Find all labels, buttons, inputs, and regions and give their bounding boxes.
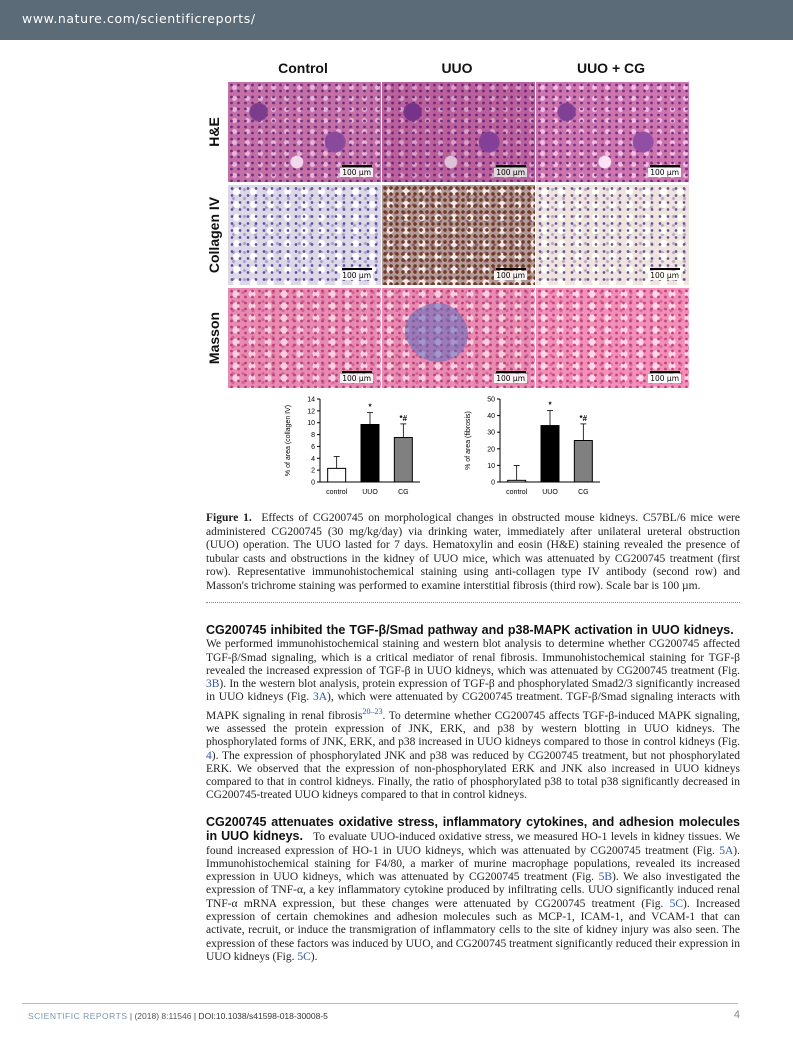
y-tick-label: 40 — [487, 413, 495, 421]
figure-caption — [206, 512, 740, 594]
micrograph-he-uuo-cg — [536, 82, 689, 182]
bar — [361, 424, 379, 482]
bar — [508, 480, 526, 482]
figure-link[interactable]: 5B — [598, 871, 613, 884]
citation: | (2018) 8:11546 — [127, 1011, 194, 1021]
x-tick-label: CG — [578, 489, 589, 496]
row-header-masson: Masson — [206, 311, 222, 365]
paragraph-text: . To determine whether CG200745 affects TGF-β-induced MAPK signaling, we assessed the protein expression of JNK, ERK, and p38 by western blotting in UUO kidneys. The phosphorylated forms of JNK, ERK, and p38 increased in UUO kidneys compared to those in control kidneys (Fig. — [206, 709, 740, 749]
y-tick-label: 14 — [307, 396, 315, 404]
figure-1 — [200, 52, 745, 512]
row-header-collagen: Collagen IV — [206, 196, 222, 274]
x-tick-label: control — [326, 489, 348, 496]
caption-label: Figure 1. — [206, 512, 252, 524]
page-number: 4 — [733, 1009, 740, 1021]
paragraph-text: ). Immunohistochemical staining for F4/80, a marker of murine macrophage populations, revealed its increased expression in UUO kidneys, which was attenuated by CG200745 treatment (Fig. — [206, 844, 740, 884]
divider — [206, 602, 740, 603]
significance-label: *# — [399, 413, 408, 423]
y-tick-label: 10 — [487, 462, 495, 470]
scale-bar: 100 µm — [648, 268, 681, 280]
significance-label: *# — [579, 413, 588, 423]
figure-link[interactable]: 5C — [669, 897, 683, 910]
scale-bar: 100 µm — [494, 165, 527, 177]
y-tick-label: 2 — [311, 467, 315, 475]
paragraph-text: ). The expression of phosphorylated JNK and p38 was reduced by CG200745 treatment, but not phosphorylated ERK. We observed that the expression of non-phosphorylated ERK and JNK also increased in UUO kidneys compared to that in control kidneys. Finally, the ratio of phosphorylated p38 to total p38 significantly decreased in CG200745-treated UUO kidneys compared to that in control kidneys. — [206, 749, 740, 802]
scale-bar: 100 µm — [494, 268, 527, 280]
scale-bar: 100 µm — [340, 165, 373, 177]
section-heading: CG200745 inhibited the TGF-β/Smad pathway and p38-MAPK activation in UUO kidneys. — [206, 623, 734, 637]
y-tick-label: 0 — [311, 479, 315, 487]
x-tick-label: UUO — [362, 489, 378, 496]
section-tgf-beta — [206, 624, 740, 803]
column-header-uuo-cg: UUO + CG — [576, 60, 646, 76]
column-header-uuo: UUO — [441, 60, 473, 76]
y-tick-label: 6 — [311, 443, 315, 451]
y-axis-label: % of area (fibrosis) — [465, 411, 472, 470]
paragraph-text: ), which were attenuated by CG200745 treatment. TGF-β/Smad signaling interacts with MAPK signaling in renal fibrosis — [206, 691, 741, 722]
paragraph-text: We performed immunohistochemical staining and western blot analysis to determine whether CG200745 affected TGF-β/Smad signaling, which is a critical mediator of renal fibrosis. Immunohistochemical staining for TGF-β revealed the increased expression of TGF-β in UUO kidneys, which was attenuated by CG200745 treatment (Fig. — [206, 638, 740, 677]
micrograph-collagen-uuo — [382, 185, 535, 285]
section-heading: CG200745 attenuates oxidative stress, inflammatory cytokines, and adhesion molecules in UUO kidneys. — [206, 815, 740, 844]
micrograph-he-uuo — [382, 82, 535, 182]
micrograph-masson-uuo — [382, 288, 535, 388]
significance-label: * — [548, 400, 552, 410]
bar-chart-collagen — [280, 392, 425, 507]
micrograph-masson-uuo-cg — [536, 288, 689, 388]
journal-name: SCIENTIFIC REPORTS — [28, 1011, 128, 1021]
bar-chart-fibrosis — [460, 392, 605, 507]
paragraph-text: ). — [310, 950, 318, 963]
bar — [574, 441, 592, 483]
y-tick-label: 4 — [311, 455, 315, 463]
micrograph-he-control — [228, 82, 381, 182]
figure-link[interactable]: 3B — [206, 678, 220, 691]
y-tick-label: 30 — [487, 429, 495, 437]
y-tick-label: 50 — [487, 396, 495, 404]
scale-bar: 100 µm — [648, 371, 681, 383]
column-header-control: Control — [278, 60, 328, 76]
x-tick-label: UUO — [542, 489, 558, 496]
bar — [394, 438, 412, 482]
figure-link[interactable]: 4 — [206, 749, 212, 762]
journal-header-bar — [0, 0, 793, 40]
row-header-he: H&E — [206, 117, 222, 147]
y-tick-label: 8 — [311, 432, 315, 440]
scale-bar: 100 µm — [340, 371, 373, 383]
micrograph-masson-control — [228, 288, 381, 388]
footer — [28, 1011, 328, 1021]
caption-text: Effects of CG200745 on morphological changes in obstructed mouse kidneys. C57BL/6 mice were administered CG200745 (30 mg/kg/day) via drinking water, immediately after unilateral ureteral obstruction (UUO) operation. The UUO lasted for 7 days. Hematoxylin and eosin (H&E) staining revealed the presence of tubular casts and obstructions in the kidney of UUO mice, which was attenuated by CG200745 treatment (first row). Representative immunohistochemical staining using anti-collagen type IV antibody (second row) and Masson's trichrome staining was performed to examine interstitial fibrosis (third row). Scale bar is 100 µm. — [206, 512, 740, 592]
significance-label: * — [368, 402, 372, 412]
bar — [541, 426, 559, 482]
y-tick-label: 0 — [491, 479, 495, 487]
figure-link[interactable]: 5A — [719, 844, 734, 857]
micrograph-collagen-uuo-cg — [536, 185, 689, 285]
y-tick-label: 12 — [307, 408, 315, 416]
figure-link[interactable]: 3A — [312, 691, 328, 704]
paragraph-text: To evaluate UUO-induced oxidative stress, we measured HO-1 levels in kidney tissues. We found increased expression of HO-1 in UUO kidneys, which was attenuated by CG200745 treatment (Fig. — [206, 831, 740, 857]
paragraph-text: ). Increased expression of certain chemokines and adhesion molecules such as MCP-1, ICAM-1, and VCAM-1 that can activate, recruit, or induce the transmigration of inflammatory cells to the site of kidney injury was also seen. The expression of these factors was induced by UUO, and CG200745 treatment significantly reduced their expression in UUO kidneys (Fig. — [206, 897, 740, 963]
micrograph-collagen-control — [228, 185, 381, 285]
paragraph-text: ). We also investigated the expression of TNF-α, a key inflammatory cytokine produced by infiltrating cells. UUO significantly induced renal TNF-α mRNA expression, but these changes were attenuated by CG200745 treatment (Fig. — [206, 871, 740, 910]
scale-bar: 100 µm — [340, 268, 373, 280]
y-tick-label: 10 — [307, 420, 315, 428]
scale-bar: 100 µm — [648, 165, 681, 177]
y-tick-label: 20 — [487, 446, 495, 454]
x-tick-label: CG — [398, 489, 409, 496]
x-tick-label: control — [506, 489, 528, 496]
scale-bar: 100 µm — [494, 371, 527, 383]
y-axis-label: % of area (collagen IV) — [285, 404, 292, 477]
footer-divider — [22, 1003, 738, 1004]
section-oxidative-stress — [206, 816, 740, 964]
paragraph-text: ). In the western blot analysis, protein expression of TGF-β and phosphorylated Smad2/3 significantly increased in UUO kidneys (Fig. — [206, 678, 740, 704]
journal-url[interactable]: www.nature.com/scientificreports/ — [22, 11, 256, 26]
figure-link[interactable]: 5C — [297, 950, 311, 963]
bar — [328, 468, 346, 482]
doi-link[interactable]: | DOI:10.1038/s41598-018-30008-5 — [193, 1011, 328, 1021]
citation-link[interactable]: 20–23 — [362, 706, 383, 716]
